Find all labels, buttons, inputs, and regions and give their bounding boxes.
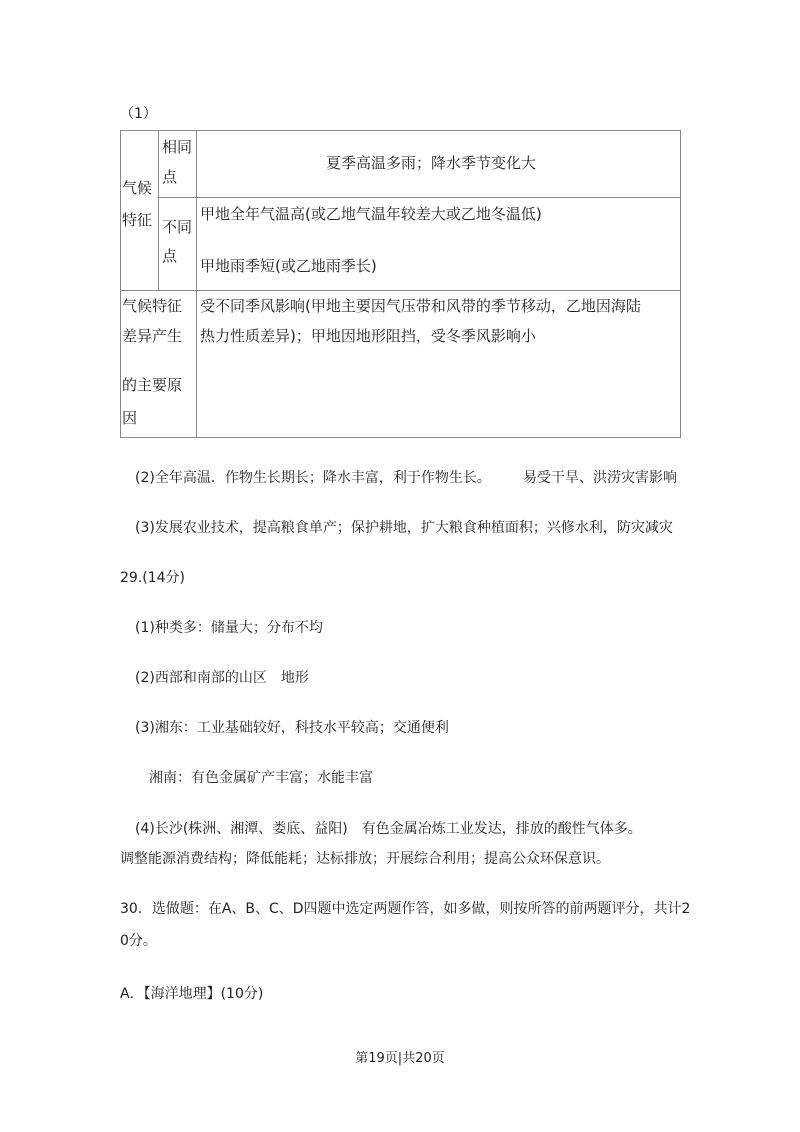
q29-item3b: 湘南：有色金属矿产丰富；水能丰富 (149, 770, 373, 786)
page-footer: 第19页|共20页 (355, 1051, 445, 1066)
q30-section-a: A．【海洋地理】(10分) (120, 986, 264, 1002)
climate-feature-header-line1: 气候 (122, 179, 153, 197)
diff-label-line2: 点 (162, 247, 178, 265)
q29-title: 29.(14分) (120, 570, 186, 586)
part1-label: （1） (120, 106, 157, 122)
reason-value-line2: 热力性质差异)；甲地因地形阻挡，受冬季风影响小 (200, 327, 536, 345)
reason-value-line1: 受不同季风影响(甲地主要因气压带和风带的季节移动，乙地因海陆 (200, 297, 641, 315)
part2-text: (2)全年高温．作物生长期长；降水丰富，利于作物生长。 (135, 470, 491, 486)
q29-item4: (4)长沙(株洲、湘潭、娄底、益阳) 有色金属冶炼工业发达，排放的酸性气体多。 (135, 821, 642, 837)
part3-text: (3)发展农业技术，提高粮食单产；保护耕地，扩大粮食种植面积；兴修水利，防灾减灾 (135, 520, 673, 536)
diff-value-1: 甲地全年气温高(或乙地气温年较差大或乙地冬温低) (200, 205, 542, 223)
same-value: 夏季高温多雨；降水季节变化大 (326, 154, 537, 172)
same-label-line1: 相同 (162, 138, 193, 156)
reason-header-line4: 因 (122, 409, 138, 427)
same-label-line2: 点 (162, 168, 178, 186)
reason-header-line3: 的主要原 (122, 376, 183, 394)
reason-header-line1: 气候特征 (122, 297, 183, 315)
q30-line1: 30．选做题：在A、B、C、D四题中选定两题作答，如多做，则按所答的前两题评分，共计2 (120, 901, 691, 917)
part2-extra-text: 易受干旱、洪涝灾害影响 (523, 470, 677, 486)
diff-label-line1: 不同 (162, 218, 193, 236)
diff-value-2: 甲地雨季短(或乙地雨季长) (200, 257, 377, 275)
q29-item2: (2)西部和南部的山区 地形 (135, 670, 309, 686)
q30-line2: 0分。 (120, 933, 157, 949)
climate-answer-table (120, 130, 681, 438)
climate-feature-header-line2: 特征 (122, 211, 153, 229)
q29-item1: (1)种类多：储量大；分布不均 (135, 620, 323, 636)
q29-item4b: 调整能源消费结构；降低能耗；达标排放；开展综合利用；提高公众环保意识。 (120, 851, 610, 867)
reason-header-line2: 差异产生 (122, 327, 183, 345)
q29-item3: (3)湘东：工业基础较好，科技水平较高；交通便利 (135, 720, 449, 736)
